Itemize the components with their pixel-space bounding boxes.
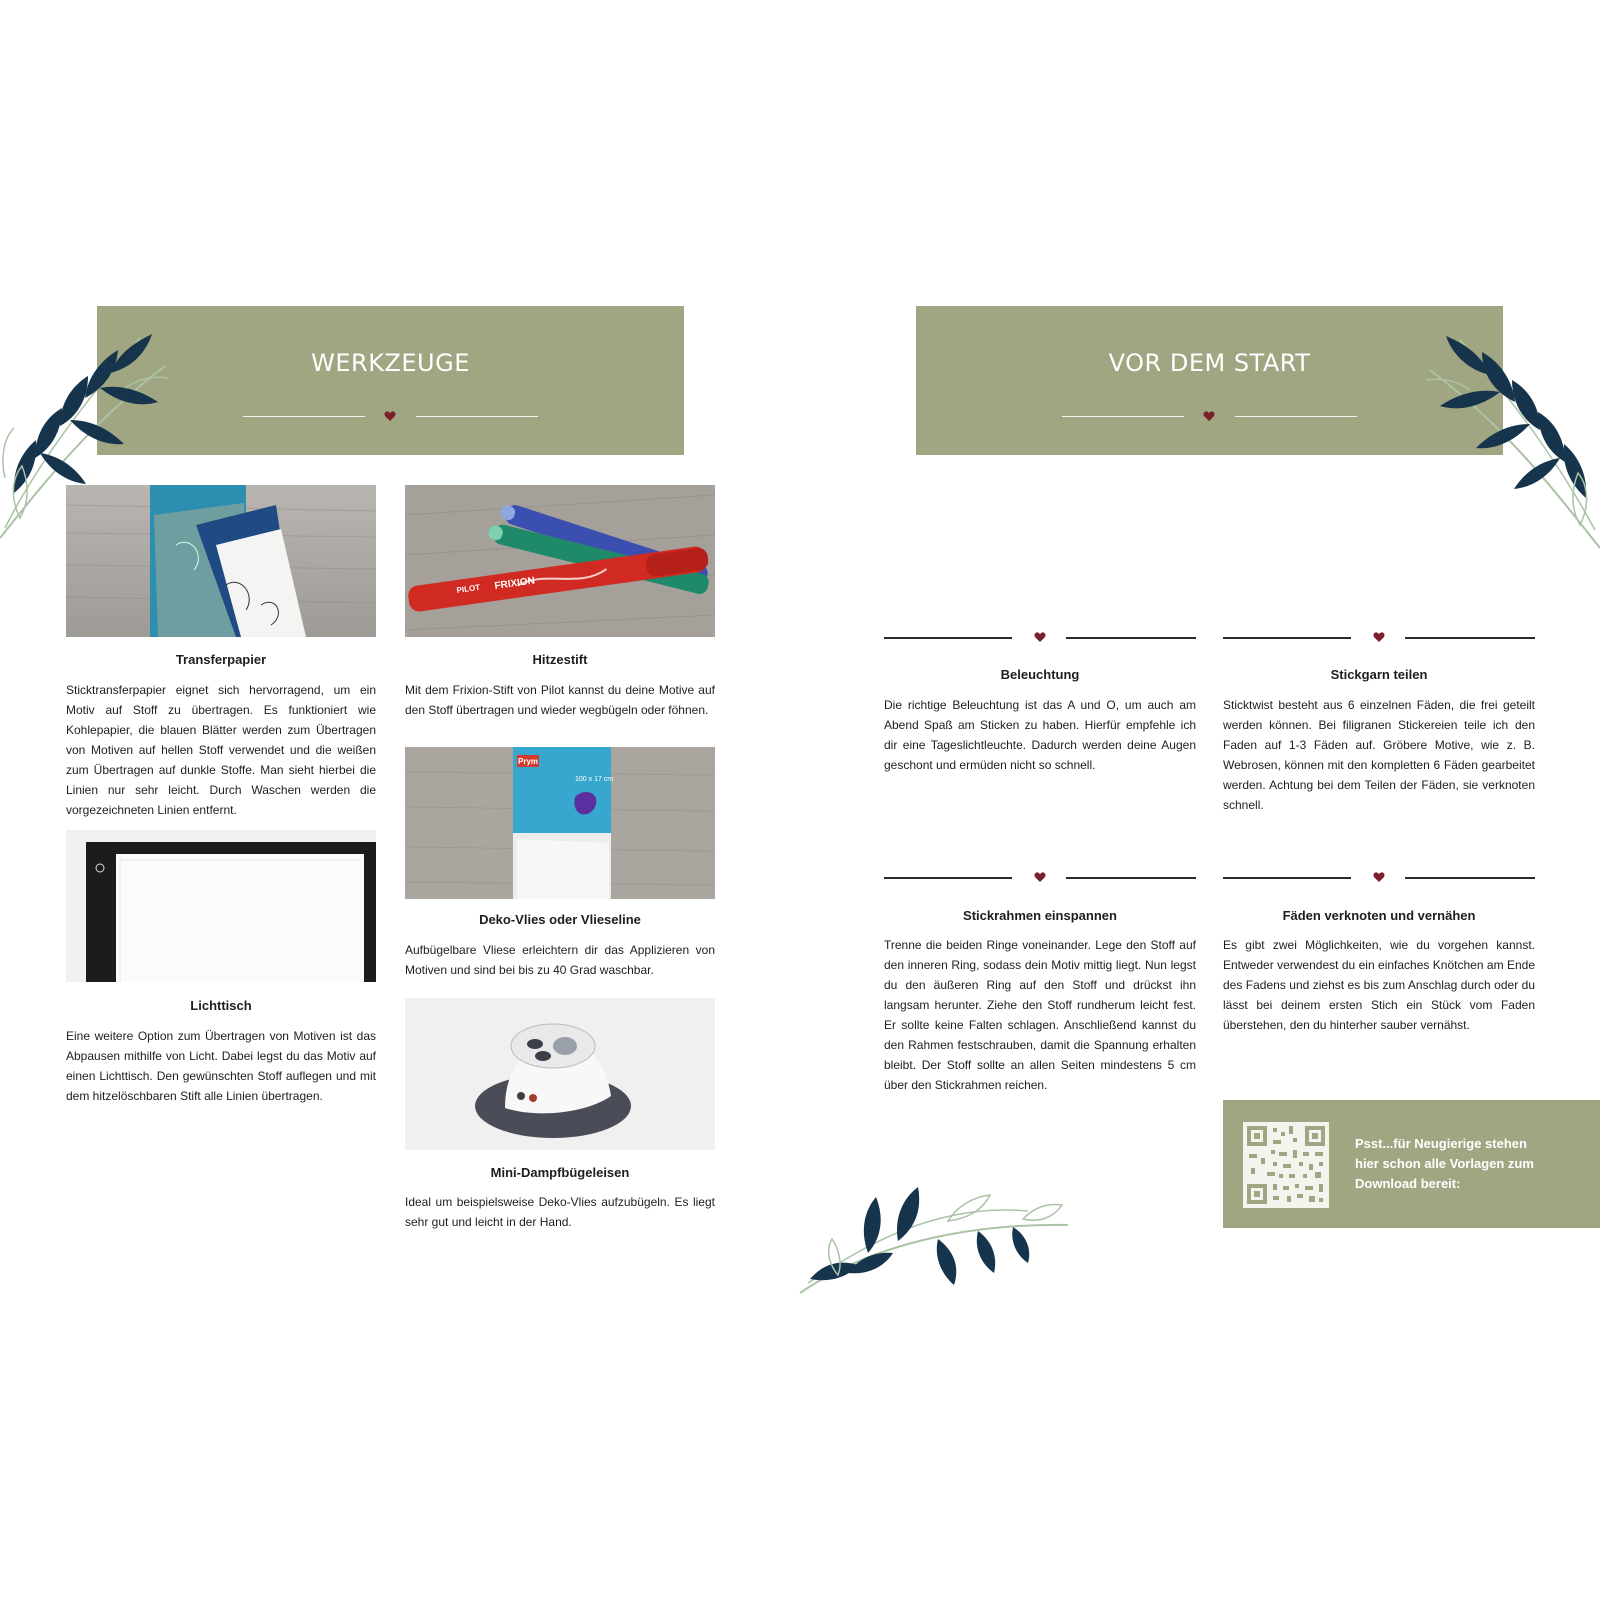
werkzeuge-banner xyxy=(97,306,684,455)
section-divider xyxy=(884,870,1196,884)
qr-download-box xyxy=(1223,1100,1600,1228)
vlies-photo-brand: Prym xyxy=(518,757,539,766)
section-divider xyxy=(884,630,1196,644)
beleuchtung-title: Beleuchtung xyxy=(1000,667,1080,682)
section-divider xyxy=(1223,870,1535,884)
vor-dem-start-banner xyxy=(916,306,1503,455)
vlies-title: Deko-Vlies oder Vlieseline xyxy=(479,912,641,927)
heart-icon xyxy=(1373,631,1385,643)
hitzestift-photo xyxy=(405,485,715,637)
lichttisch-title: Lichttisch xyxy=(190,998,252,1013)
transferpapier-text: Sticktransferpapier eignet sich hervorragend, um ein Motiv auf Stoff zu übertragen. Es funktioniert wie Kohlepapier, die blauen Blätter werden zum Übertragen von Motiven auf hellen Stoff verwendet und die weißen zum Übertragen auf dunkle Stoffe. Man sieht hierbei die Linien nur sehr leicht. Durch Waschen werden die vorgezeichneten Linien entfernt. xyxy=(66,683,376,817)
lichttisch-text: Eine weitere Option zum Übertragen von Motiven ist das Abpausen mithilfe von Licht. Dabei legst du das Motiv auf einen Lichttisch. Den gewünschten Stoff auflegen und mit dem hitzelöschbaren Stift alle Linien übertragen. xyxy=(66,1029,376,1103)
lichttisch-photo xyxy=(66,830,376,982)
transferpapier-photo xyxy=(66,485,376,637)
buegeleisen-photo xyxy=(405,998,715,1150)
hitzestift-title: Hitzestift xyxy=(532,652,588,667)
faeden-text: Es gibt zwei Möglichkeiten, wie du vorgehen kannst. Entweder verwendest du ein einfaches Knötchen am Ende des Fadens und ziehst es bis zum Anschlag durch oder du lässt bei deinem ersten Stich ein Stück vom Faden überstehen, den du hinterher sauber vernähst. xyxy=(1223,938,1535,1032)
hitzestift-photo-brand: PILOT xyxy=(456,582,481,595)
stickrahmen-title: Stickrahmen einspannen xyxy=(963,908,1117,923)
heart-icon xyxy=(1034,631,1046,643)
qr-code-icon[interactable] xyxy=(1243,1122,1329,1208)
stickrahmen-text: Trenne die beiden Ringe voneinander. Lege den Stoff auf den inneren Ring, sodass dein Motiv mittig liegt. Nun legst du den äußeren Ring auf den Stoff und drückst ihn langsam herunter. Ziehe den Stoff rundherum leicht fest. Er sollte keine Falten schlagen. Anschließend kannst du den Rahmen festschrauben, damit die Spannung erhalten bleibt. Der Stoff sollte an allen Seiten mindestens 5 cm über den Stickrahmen reichen. xyxy=(884,938,1196,1092)
beleuchtung-text: Die richtige Beleuchtung ist das A und O, um auch am Abend Spaß am Sticken zu haben. Hierfür empfehle ich dir eine Tageslichtleuchte. Dadurch werden deine Augen geschont und ermüden nicht so schnell. xyxy=(884,698,1196,772)
stickgarn-title: Stickgarn teilen xyxy=(1330,667,1428,682)
right-page-heading: VOR DEM START xyxy=(1108,349,1311,377)
buegeleisen-title: Mini-Dampfbügeleisen xyxy=(490,1165,630,1180)
heart-icon xyxy=(1373,871,1385,883)
leaf-branch-illustration xyxy=(798,1183,1073,1295)
banner-divider xyxy=(916,409,1503,423)
leaf-branch-illustration xyxy=(1420,330,1600,555)
vlies-photo-size: 100 x 17 cm xyxy=(575,776,614,783)
banner-divider xyxy=(97,409,684,423)
faeden-title: Fäden verknoten und vernähen xyxy=(1282,908,1476,923)
heart-icon xyxy=(1034,871,1046,883)
vlies-photo xyxy=(405,747,715,899)
transferpapier-title: Transferpapier xyxy=(175,652,267,667)
stickgarn-text: Sticktwist besteht aus 6 einzelnen Fäden, die frei geteilt werden können. Bei filigranen Stickereien teile ich den Faden auf 1-3 Fäden auf. Gröbere Motive, wie z. B. Webrosen, können mit den kompletten 6 Fäden gearbeitet werden. Achtung bei dem Teilen der Fäden, sie verknoten schnell. xyxy=(1223,698,1535,812)
vlies-text: Aufbügelbare Vliese erleichtern dir das Applizieren von Motiven und sind bei bis zu 40 Grad waschbar. xyxy=(405,943,715,977)
hitzestift-text: Mit dem Frixion-Stift von Pilot kannst du deine Motive auf den Stoff übertragen und wieder wegbügeln oder föhnen. xyxy=(405,683,715,717)
left-page-heading: WERKZEUGE xyxy=(311,349,470,377)
section-divider xyxy=(1223,630,1535,644)
hitzestift-photo-label: FRIXION xyxy=(493,575,536,592)
buegeleisen-text: Ideal um beispielsweise Deko-Vlies aufzubügeln. Es liegt sehr gut und leicht in der Hand. xyxy=(405,1195,715,1229)
heart-icon xyxy=(384,410,396,422)
heart-icon xyxy=(1203,410,1215,422)
qr-note-text: Psst...für Neugierige stehen hier schon alle Vorlagen zum Download bereit: xyxy=(1355,1136,1534,1191)
